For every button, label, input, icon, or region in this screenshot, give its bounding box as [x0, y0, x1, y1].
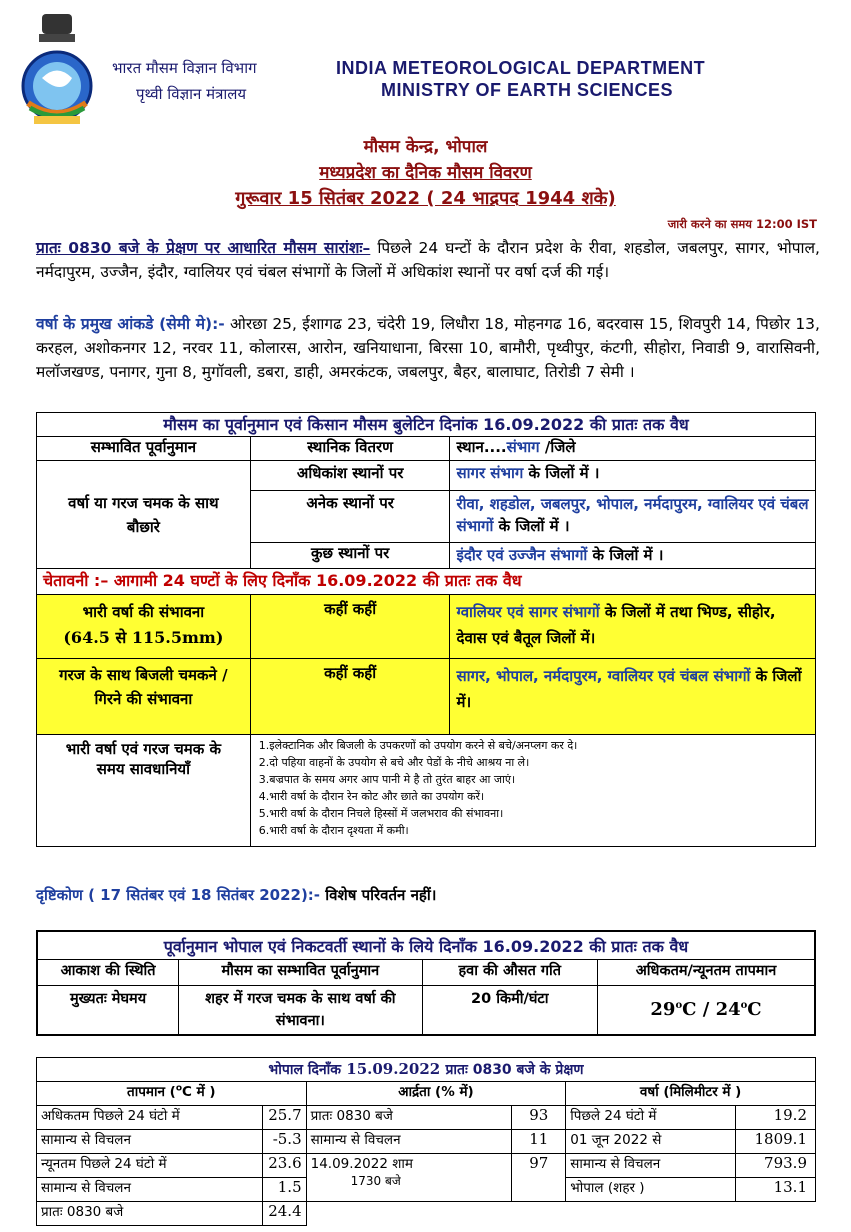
col-header-place	[450, 437, 816, 461]
place-row-2	[450, 491, 816, 543]
place-row-1	[450, 461, 816, 491]
obs-value: 1.5	[262, 1178, 306, 1202]
warning-lightning-place	[450, 659, 816, 735]
obs-value: -5.3	[262, 1130, 306, 1154]
forecast-table-title: मौसम का पूर्वानुमान एवं किसान मौसम बुलेटिन दिनांक 16.09.2022 की प्रातः तक वैध	[37, 413, 816, 437]
title-report: मध्यप्रदेश का दैनिक मौसम विवरण	[319, 163, 532, 183]
forecast-header: मौसम का सम्भावित पूर्वानुमान	[179, 959, 422, 985]
org-name-hindi-2: पृथ्वी विज्ञान मंत्रालय	[136, 85, 247, 103]
obs-value: 25.7	[262, 1106, 306, 1130]
place-row-2-suffix: के जिलों में ।	[493, 517, 570, 535]
rainfall-stats	[36, 312, 820, 384]
org-name-hindi-1: भारत मौसम विज्ञान विभाग	[112, 59, 257, 77]
rainfall-text: ओरछा 25, ईशागढ 23, चंदेरी 19, लिधौरा 18, मोहनगढ 16, बदरवास 15, शिवपुरी 14, पिछोर 13, करहल, अशोकनगर 12, नरवर 11, कोलारस, आरोन, खनियाधाना, बिरसा 10, बामौरी, पृथ्वीपुर, कंटगी, सीहोरा, निवाडी 9, वारासिवनी, मलॉजखण्ड, पनागर, गुना 8, मुगॉवली, डबरा, डाही, अमरकंटक, जबलपुर, बैहर, बालाघाट, तिरोडी 7 सेमी ।	[36, 315, 820, 381]
forecast-table	[36, 412, 816, 847]
place-row-1-suffix: के जिलों में ।	[523, 464, 600, 482]
temp-max: 29	[650, 999, 676, 1020]
precaution-item: 3.बज्रपात के समय अगर आप पानी मे है तो तुरंत बाहर आ जाएं।	[258, 773, 516, 786]
warning-heavy-rain-label: भारी वर्षा की संभावना	[82, 603, 205, 621]
obs-cell: न्यूनतम पिछले 24 घंटो में	[37, 1154, 263, 1178]
obs-value: 97	[512, 1154, 566, 1202]
obs-cell: भोपाल (शहर )	[566, 1178, 736, 1202]
place-row-1-name: सागर संभाग	[456, 464, 524, 482]
precaution-item: 1.इलेक्टानिक और बिजली के उपकरणों को उपयोग करने से बचे/अनप्लग कर दे।	[258, 739, 578, 752]
outlook	[36, 885, 436, 905]
wind-header: हवा की औसत गति	[422, 959, 598, 985]
place-row-3-suffix: के जिलों में ।	[587, 546, 664, 564]
obs-temp-header-a: तापमान (	[127, 1084, 176, 1100]
obs-cell	[306, 1154, 512, 1202]
title-date: गुरूवार 15 सितंबर 2022 ( 24 भाद्रपद 1944 शके)	[235, 188, 616, 209]
table-row	[37, 1130, 816, 1154]
dist-row-2: अनेक स्थानों पर	[250, 491, 450, 543]
temp-unit-2: C	[747, 999, 762, 1020]
col-header-place-b: संभाग	[506, 438, 540, 456]
outlook-text: विशेष परिवर्तन नहीं।	[320, 886, 437, 904]
temp-value: 29$^o$C / 24$^o$C	[598, 985, 815, 1035]
place-row-2-name: रीवा, शहडोल, जबलपुर, भोपाल, नर्मदापुरम, ग्वालियर एवं चंबल संभागों	[456, 495, 809, 535]
weather-summary	[36, 236, 820, 284]
warning-lightning: गरज के साथ बिजली चमकने / गिरने की संभावना	[37, 659, 251, 735]
warning-heavy-rain-place-suffix: के जिलों में तथा भिण्ड, सीहोर, देवास एवं बैतूल जिलों में।	[456, 603, 776, 647]
warning-heavy-rain	[37, 595, 251, 659]
warning-heavy-rain-range: (64.5 से 115.5mm)	[63, 628, 224, 647]
rain-col-header: वर्षा (मिलिमीटर में )	[566, 1082, 816, 1106]
place-row-3	[450, 543, 816, 569]
issue-time: जारी करने का समय 12:00 IST	[667, 217, 817, 231]
obs-cell: प्रातः 0830 बजे	[306, 1106, 512, 1130]
place-row-3-name: इंदौर एवं उज्जैन संभागों	[456, 546, 588, 564]
obs-value: 1809.1	[736, 1130, 816, 1154]
summary-text: पिछले 24 घन्टों के दौरान प्रदेश के रीवा, शहडोल, जबलपुर, सागर, भोपाल, नर्मदापुरम, उज्जैन, इंदौर, ग्वालियर एवं चंबल संभागों के जिलों में अधिकांश स्थानों पर वर्षा दर्ज की गई।	[36, 239, 820, 281]
warning-lightning-place-suffix: के जिलों में।	[456, 667, 802, 711]
obs-value: 11	[512, 1130, 566, 1154]
outlook-heading: दृष्टिकोण ( 17 सितंबर एवं 18 सितंबर 2022):-	[36, 886, 321, 904]
rainfall-heading: वर्षा के प्रमुख आंकडे (सेमी मे):-	[36, 315, 225, 333]
temp-header: अधिकतम/न्यूनतम तापमान	[598, 959, 815, 985]
observation-table	[36, 1057, 816, 1226]
obs-value: 23.6	[262, 1154, 306, 1178]
dist-row-1: अधिकांश स्थानों पर	[250, 461, 450, 491]
title-centre: मौसम केन्द्र, भोपाल	[363, 137, 488, 157]
obs-value: 19.2	[736, 1106, 816, 1130]
warning-lightning-place-name: सागर, भोपाल, नर्मदापुरम, ग्वालियर एवं चंबल संभागों	[456, 667, 751, 685]
obs-value: 13.1	[736, 1178, 816, 1202]
temp-col-header: तापमान ($^o$C में )	[37, 1082, 307, 1106]
obs-title-c: प्रातः 0830 बजे के प्रेक्षण	[445, 1062, 584, 1078]
obs-cell-line1: 14.09.2022 शाम	[310, 1156, 413, 1172]
dist-row-3: कुछ स्थानों पर	[250, 543, 450, 569]
obs-cell: प्रातः 0830 बजे	[37, 1202, 263, 1226]
warning-heavy-rain-place	[450, 595, 816, 659]
obs-value: 24.4	[262, 1202, 306, 1226]
obs-cell: सामान्य से विचलन	[306, 1130, 512, 1154]
bhopal-forecast-table	[36, 930, 816, 1036]
obs-value: 93	[512, 1106, 566, 1130]
forecast-value: शहर में गरज चमक के साथ वर्षा की संभावना।	[179, 985, 422, 1035]
sky-value: मुख्यतः मेघमय	[37, 985, 179, 1035]
warning-title: चेतावनी :– आगामी 24 घण्टों के लिए दिनॉंक 16.09.2022 की प्रातः तक वैध	[37, 569, 816, 595]
imd-emblem-logo	[12, 8, 102, 128]
warning-heavy-rain-dist: कहीं कहीं	[250, 595, 450, 659]
obs-cell: सामान्य से विचलन	[37, 1130, 263, 1154]
temp-min: 24	[715, 999, 741, 1020]
org-name-english-1: INDIA METEOROLOGICAL DEPARTMENT	[336, 58, 706, 78]
obs-empty	[306, 1202, 512, 1226]
obs-title-a: भोपाल दिनॉंक	[268, 1062, 342, 1078]
obs-value: 793.9	[736, 1154, 816, 1178]
obs-cell: अधिकतम पिछले 24 घंटो में	[37, 1106, 263, 1130]
warning-heavy-rain-place-name: ग्वालियर एवं सागर संभागों	[456, 603, 600, 621]
table-row	[37, 1202, 816, 1226]
wind-value: 20 किमी/घंटा	[422, 985, 598, 1035]
precaution-item: 5.भारी वर्षा के दौरान निचले हिस्सों में जलभराव की संभावना।	[258, 807, 504, 820]
col-header-distribution: स्थानिक वितरण	[250, 437, 450, 461]
bhopal-forecast-title: पूर्वानुमान भोपाल एवं निकटवर्ती स्थानों के लिये दिनॉंक 16.09.2022 की प्रातः तक वैध	[37, 931, 815, 959]
obs-empty	[512, 1202, 566, 1226]
col-header-place-a: स्थान....	[456, 438, 507, 456]
summary-heading: प्रातः 0830 बजे के प्रेक्षण पर आधारित मौसम सारांशः–	[36, 239, 371, 257]
temp-unit-1: C	[682, 999, 697, 1020]
obs-cell: सामान्य से विचलन	[37, 1178, 263, 1202]
obs-cell: सामान्य से विचलन	[566, 1154, 736, 1178]
precaution-list	[250, 735, 815, 847]
precaution-item: 6.भारी वर्षा के दौरान दृश्यता में कमी।	[258, 824, 409, 837]
precaution-item: 2.दो पहिया वाहनों के उपयोग से बचे और पेडों के नीचे आश्रय ना ले।	[258, 756, 530, 769]
warning-lightning-dist: कहीं कहीं	[250, 659, 450, 735]
org-name-english-2: MINISTRY OF EARTH SCIENCES	[381, 80, 674, 100]
table-row	[37, 1154, 816, 1178]
obs-empty	[736, 1202, 816, 1226]
precaution-title: भारी वर्षा एवं गरज चमक के समय सावधानियॉं	[37, 735, 251, 847]
obs-empty	[566, 1202, 736, 1226]
obs-cell: 01 जून 2022 से	[566, 1130, 736, 1154]
humidity-col-header: आर्द्रता (% में)	[306, 1082, 566, 1106]
obs-cell-line2: 1730 बजे	[350, 1174, 401, 1188]
forecast-type: वर्षा या गरज चमक के साथ बौछारे	[37, 461, 251, 569]
table-row	[37, 1106, 816, 1130]
precaution-item: 4.भारी वर्षा के दौरान रेन कोट और छाते का उपयोग करें।	[258, 790, 485, 803]
col-header-forecast: सम्भावित पूर्वानुमान	[37, 437, 251, 461]
obs-cell: पिछले 24 घंटो में	[566, 1106, 736, 1130]
obs-temp-header-b: C में )	[182, 1084, 216, 1100]
col-header-place-c: /जिले	[539, 438, 576, 456]
sky-header: आकाश की स्थिति	[37, 959, 179, 985]
obs-title-b: 15.09.2022	[341, 1060, 446, 1078]
observation-title	[37, 1058, 816, 1082]
